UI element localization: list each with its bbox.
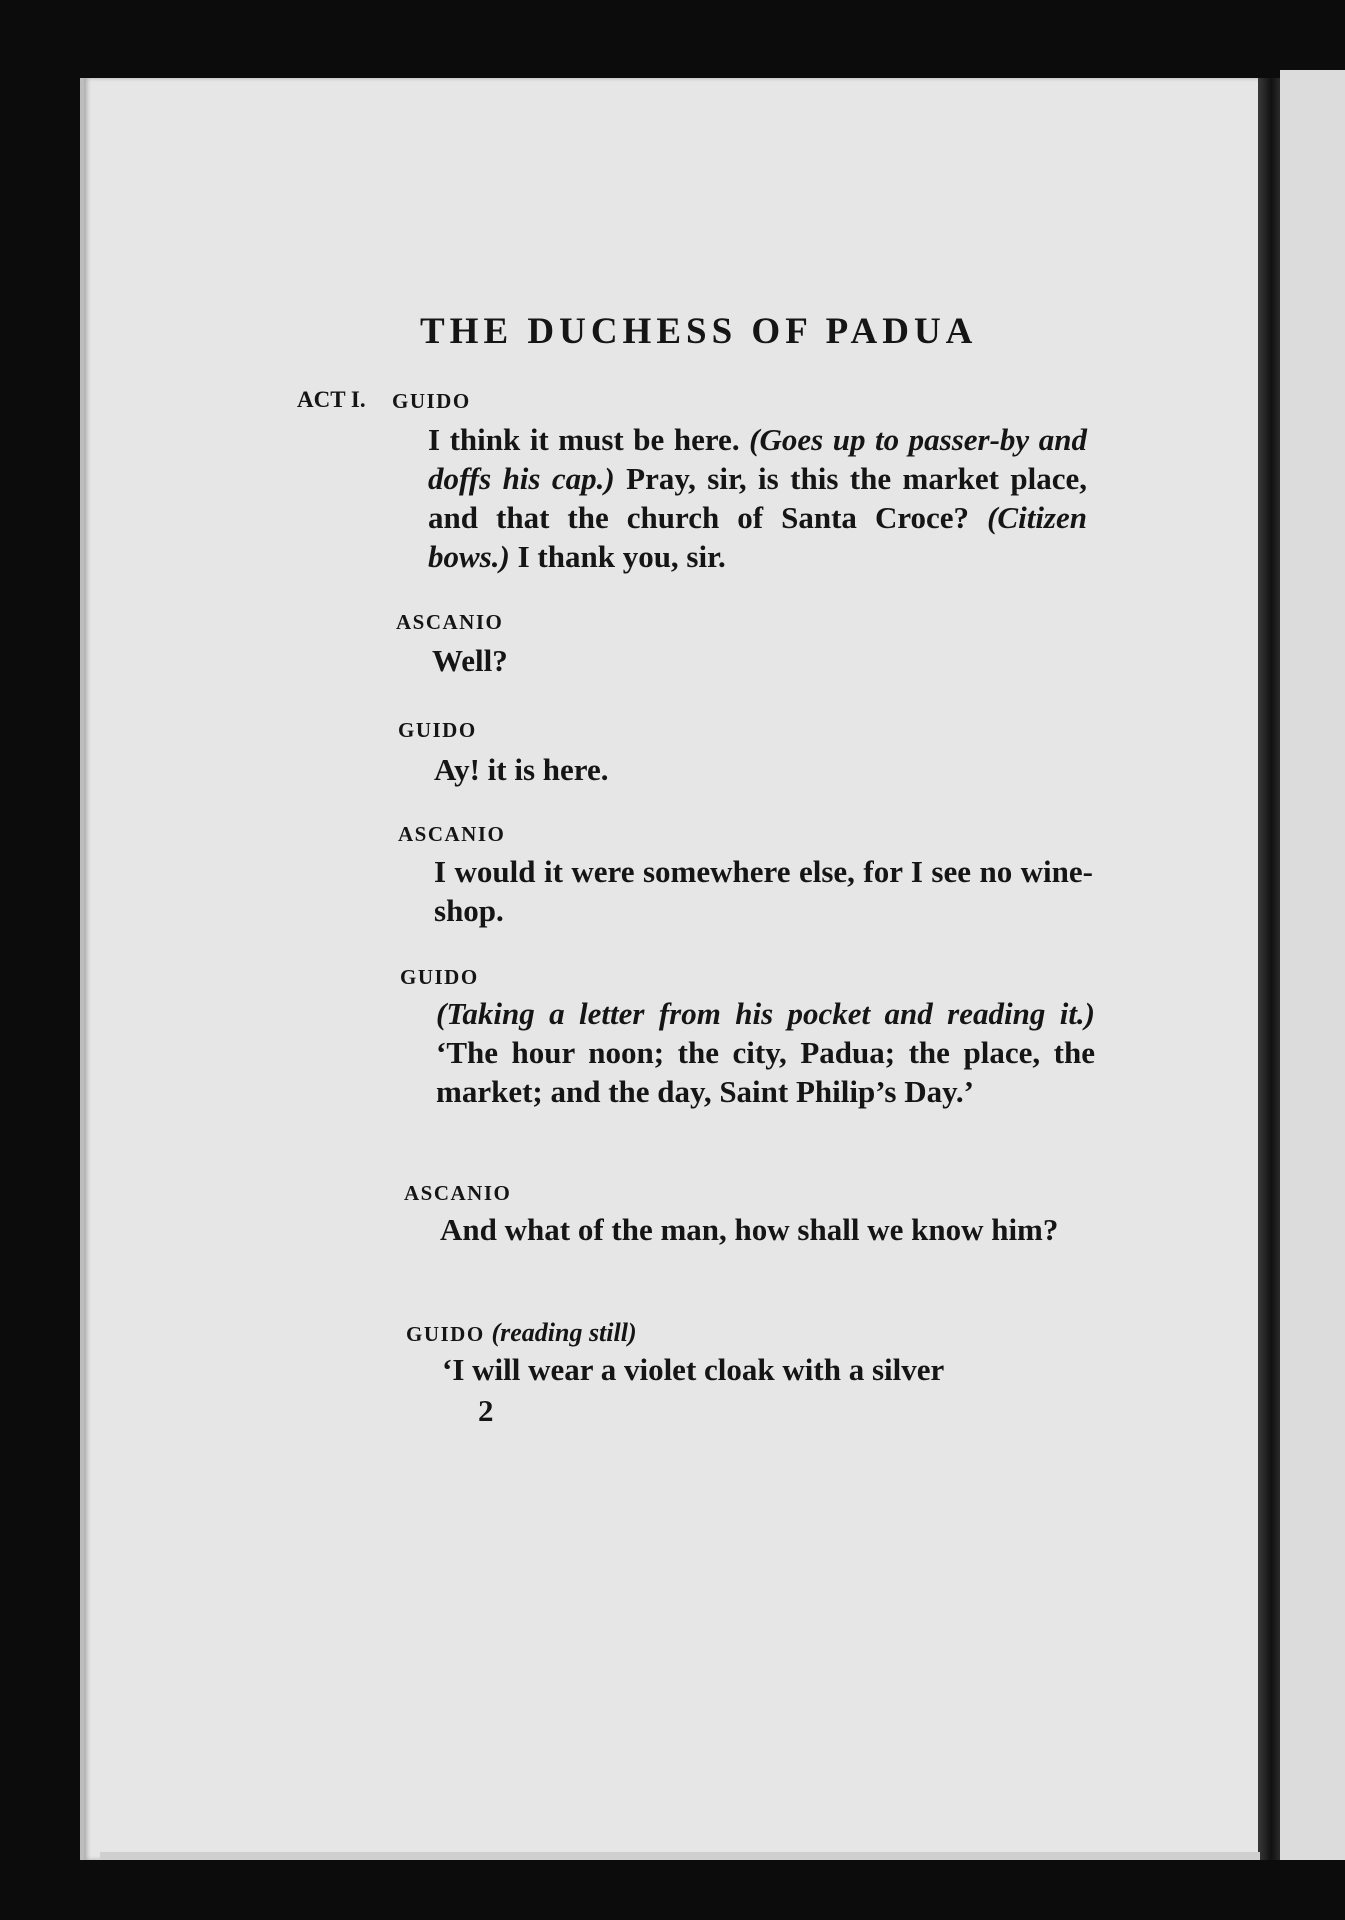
speech-paragraph — [406, 1350, 1101, 1389]
speech-paragraph — [398, 750, 1093, 789]
speaker-label: GUIDO — [400, 965, 479, 989]
speaker-stage-direction: (reading still) — [491, 1318, 637, 1347]
speaker-label: GUIDO — [398, 718, 477, 742]
speech-paragraph — [398, 852, 1093, 930]
page-bottom-edge — [100, 1852, 1260, 1860]
speech-text — [406, 1350, 1101, 1389]
speech-text — [398, 750, 1093, 789]
speaker-label: ASCANIO — [398, 822, 506, 846]
running-head: THE DUCHESS OF PADUA — [420, 311, 978, 352]
act-label: ACT I. — [297, 387, 366, 412]
speech-text — [392, 420, 1087, 576]
speech-paragraph — [392, 420, 1087, 576]
speaker-label: ASCANIO — [404, 1181, 512, 1205]
speech-paragraph — [396, 641, 1091, 680]
dialogue-run: ‘The hour noon; the city, Padua; the place, the market; and the day, Saint Philip’s Day.’ — [436, 1035, 1095, 1109]
speech-text — [396, 641, 1091, 680]
speaker-label — [406, 1318, 637, 1348]
stage-direction: (Taking a letter from his pocket and reading it.) — [436, 996, 1095, 1031]
speech-text — [400, 994, 1095, 1111]
facing-page-edge — [1280, 70, 1345, 1860]
dialogue-run: I thank you, sir. — [509, 539, 726, 574]
dialogue-run: ‘I will wear a violet cloak with a silver — [442, 1352, 945, 1387]
page-gutter — [1258, 78, 1280, 1860]
dialogue-run: Pray, sir, is this the market place, and that the church of Santa Croce? — [428, 461, 1087, 535]
page-number: 2 — [478, 1393, 494, 1428]
speaker-label: ASCANIO — [396, 610, 504, 634]
speech-text — [398, 852, 1093, 930]
dialogue-run: I think it must be here. — [428, 422, 750, 457]
dialogue-run: Well? — [432, 643, 508, 678]
dialogue-run: And what of the man, how shall we know him? — [440, 1212, 1059, 1247]
speech-paragraph — [400, 994, 1095, 1111]
dialogue-run: I would it were somewhere else, for I see no wine-shop. — [434, 854, 1093, 928]
dialogue-run: Ay! it is here. — [434, 752, 609, 787]
stage-direction: (Goes up to passer-by and doffs his cap.) — [428, 422, 1087, 496]
stage-direction: (Citizen bows.) — [428, 500, 1087, 574]
speech-text — [404, 1210, 1099, 1249]
speech-paragraph — [404, 1210, 1099, 1249]
speaker-label: GUIDO — [392, 389, 471, 413]
speaker-name: GUIDO — [406, 1322, 485, 1346]
